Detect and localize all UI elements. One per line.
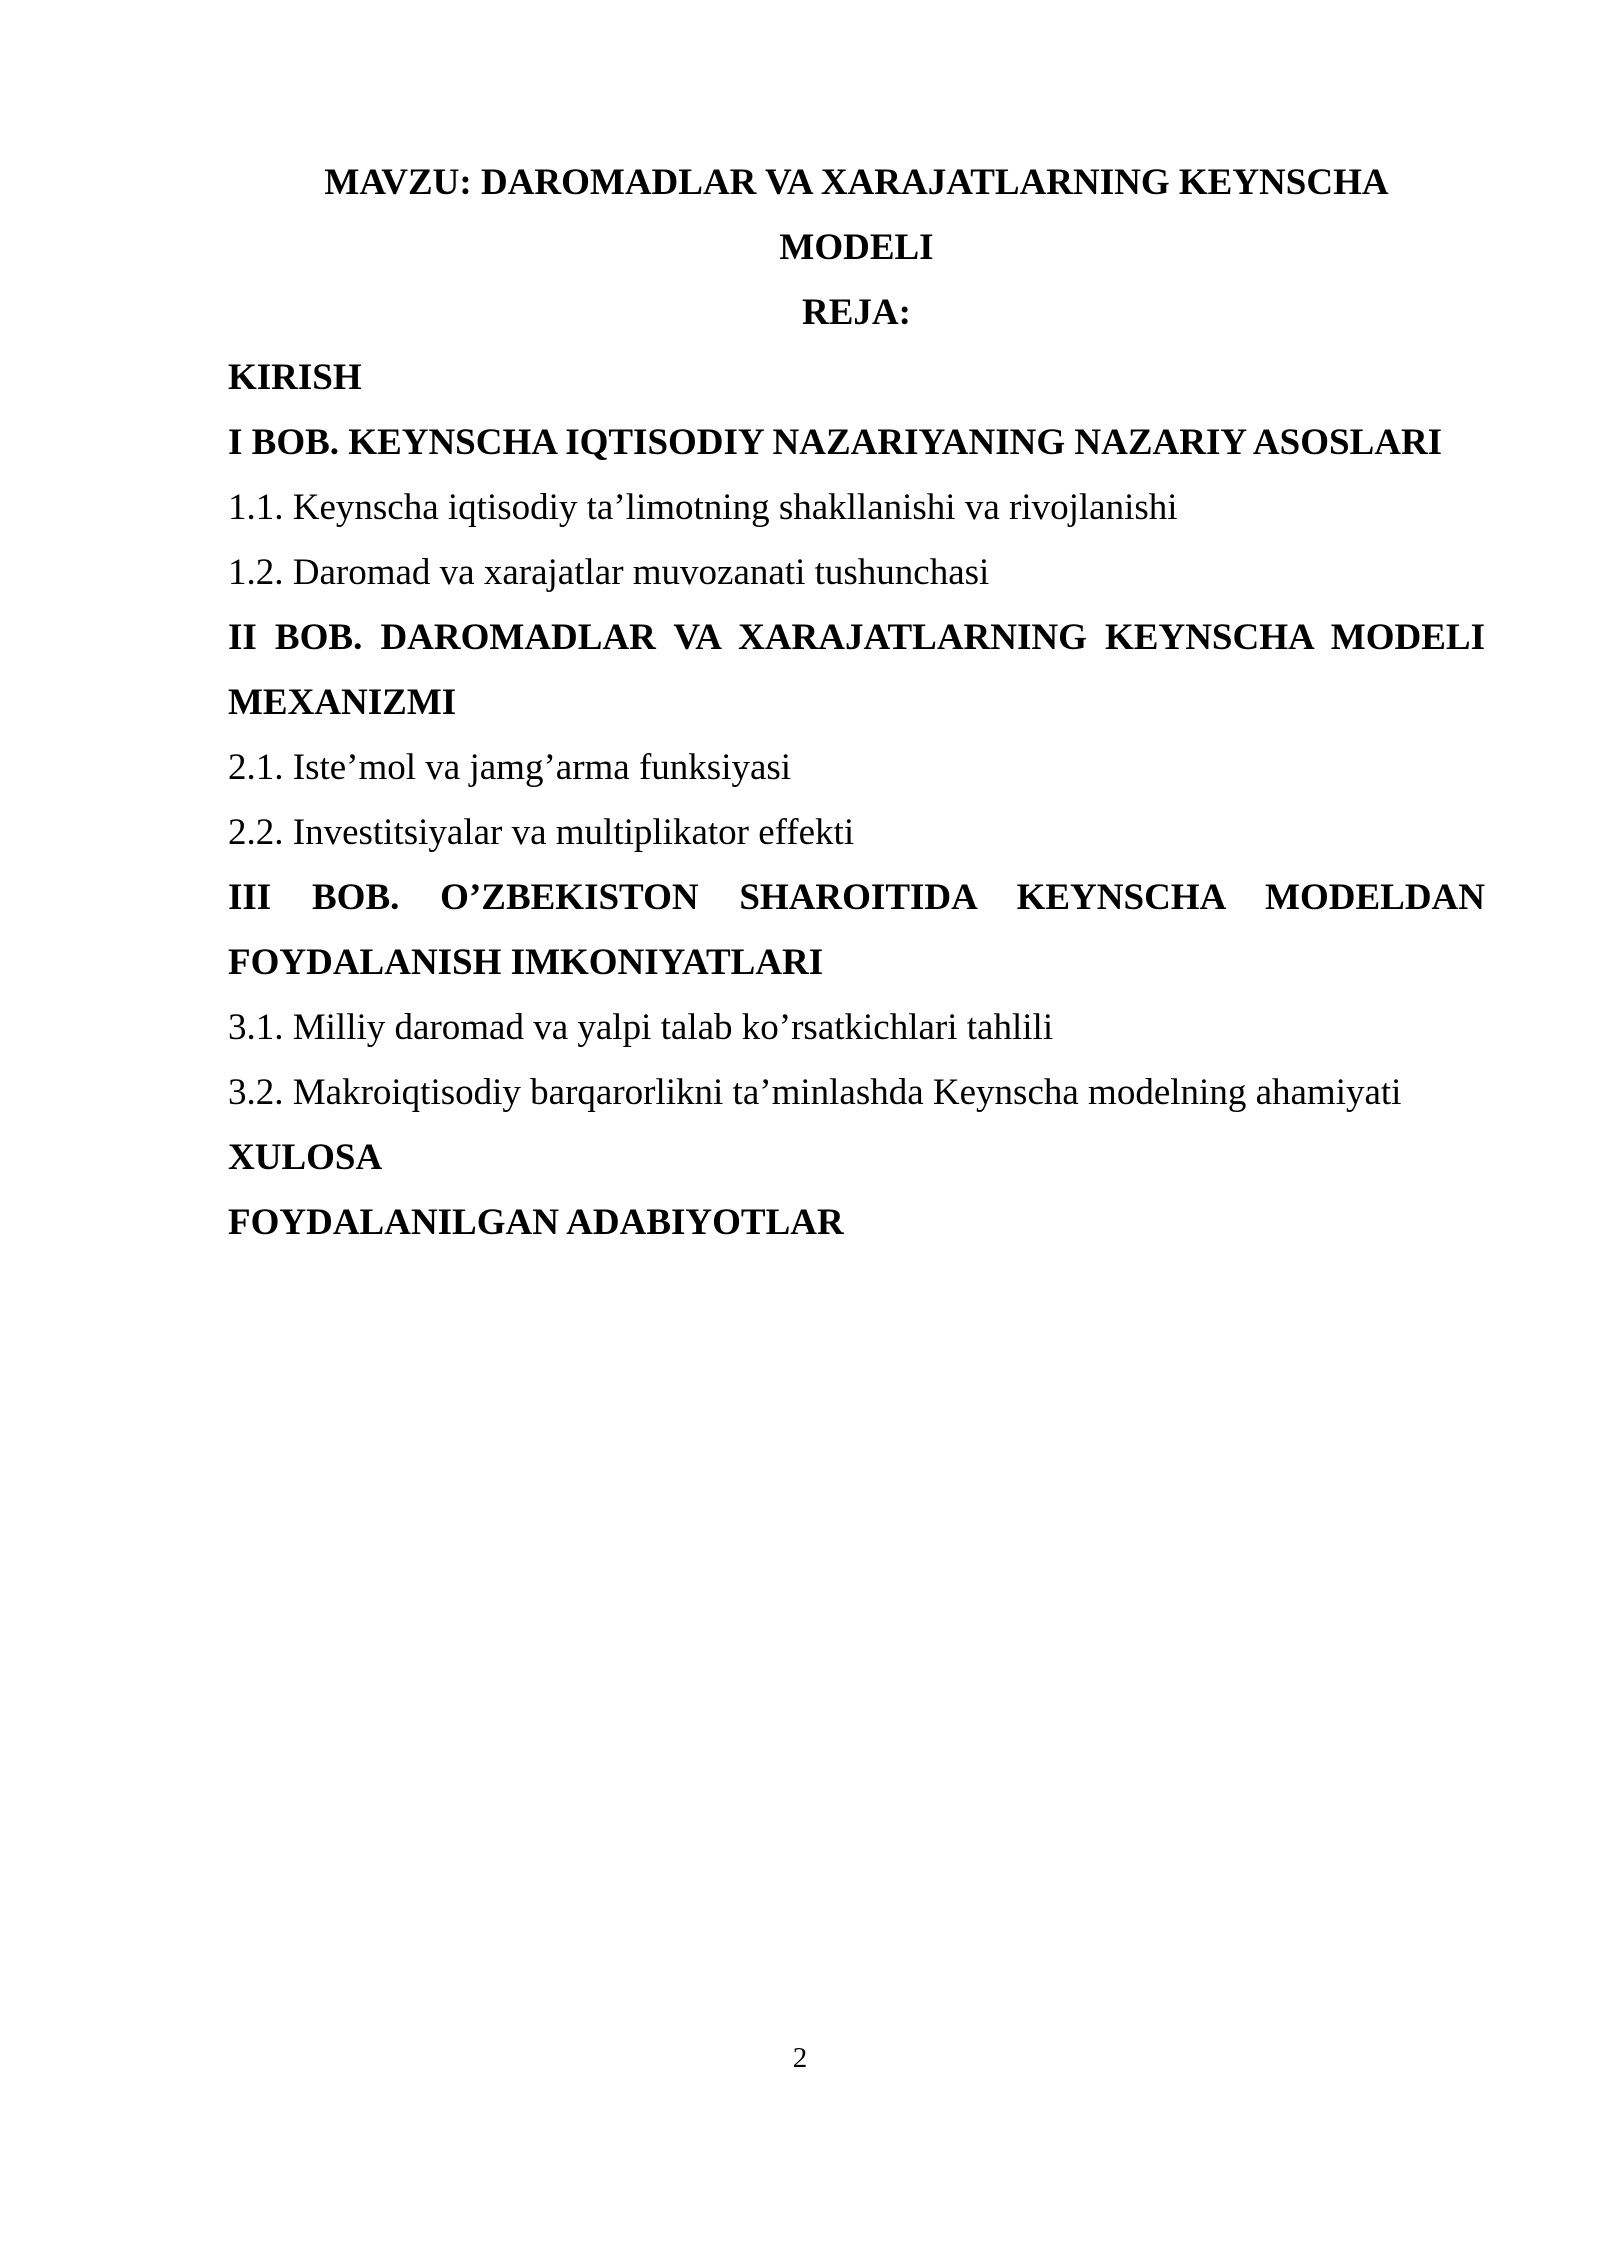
- plan-heading: REJA:: [802, 292, 911, 333]
- chapter-2-title-line-1: II BOB. DAROMADLAR VA XARAJATLARNING KEYNSCHA MODELI: [228, 617, 1485, 658]
- section-2-2: 2.2. Investitsiyalar va multiplikator effekti: [228, 812, 855, 853]
- section-1-2: 1.2. Daromad va xarajatlar muvozanati tushunchasi: [228, 552, 990, 593]
- chapter-3-title-line-2: FOYDALANISH IMKONIYATLARI: [228, 942, 824, 983]
- chapter-1-title: I BOB. KEYNSCHA IQTISODIY NAZARIYANING NAZARIY ASOSLARI: [228, 422, 1443, 463]
- section-3-1: 3.1. Milliy daromad va yalpi talab ko’rsatkichlari tahlili: [228, 1007, 1054, 1048]
- section-3-2: 3.2. Makroiqtisodiy barqarorlikni ta’minlashda Keynscha modelning ahamiyati: [228, 1072, 1402, 1113]
- conclusion-heading: XULOSA: [228, 1137, 383, 1178]
- intro-heading: KIRISH: [228, 357, 362, 398]
- chapter-2-title-line-2: MEXANIZMI: [228, 682, 457, 723]
- plan-content: [228, 150, 1485, 1255]
- references-heading: FOYDALANILGAN ADABIYOTLAR: [228, 1202, 844, 1243]
- section-2-1: 2.1. Iste’mol va jamg’arma funksiyasi: [228, 747, 792, 788]
- section-1-1: 1.1. Keynscha iqtisodiy ta’limotning shakllanishi va rivojlanishi: [228, 487, 1178, 528]
- document-title-line-2: MODELI: [779, 227, 934, 268]
- page-number: 2: [792, 2042, 808, 2074]
- document-title-line-1: MAVZU: DAROMADLAR VA XARAJATLARNING KEYNSCHA: [324, 162, 1389, 203]
- chapter-3-title-line-1: III BOB. O’ZBEKISTON SHAROITIDA KEYNSCHA MODELDAN: [228, 877, 1485, 918]
